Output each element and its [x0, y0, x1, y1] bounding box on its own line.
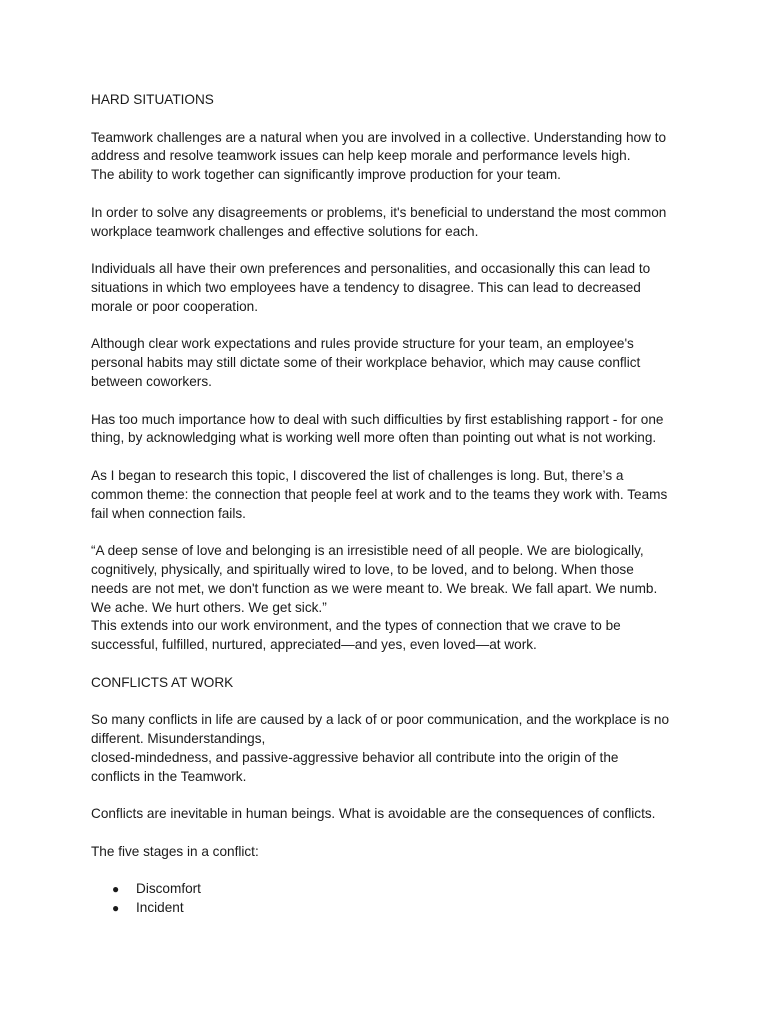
text-line: We ache. We hurt others. We get sick.” — [91, 599, 327, 615]
text-line: different. Misunderstandings, — [91, 731, 266, 747]
paragraph — [91, 129, 691, 185]
bullet-list — [91, 880, 691, 918]
spacer — [91, 392, 691, 411]
text-line: between coworkers. — [91, 373, 212, 389]
text-line: address and resolve teamwork issues can help keep morale and performance levels high. — [91, 148, 631, 164]
spacer — [91, 110, 691, 129]
paragraph — [91, 411, 691, 449]
text-line: Although clear work expectations and rules provide structure for your team, an employee's — [91, 336, 634, 352]
paragraph — [91, 204, 691, 242]
paragraph — [91, 805, 691, 824]
text-line: The ability to work together can significantly improve production for your team. — [91, 167, 561, 183]
text-line: As I began to research this topic, I discovered the list of challenges is long. But, there’s a — [91, 467, 624, 483]
text-line: Teamwork challenges are a natural when you are involved in a collective. Understanding how to — [91, 129, 667, 145]
text-line: cognitively, physically, and spiritually wired to love, to be loved, and to belong. When those — [91, 561, 634, 577]
paragraph — [91, 711, 691, 786]
text-line: In order to solve any disagreements or problems, it's beneficial to understand the most common — [91, 204, 667, 220]
text-line: conflicts in the Teamwork. — [91, 768, 247, 784]
spacer — [91, 824, 691, 843]
spacer — [91, 448, 691, 467]
bullet-icon: ● — [112, 901, 120, 916]
text-line: situations in which two employees have a tendency to disagree. This can lead to decreased — [91, 279, 641, 295]
text-line: fail when connection fails. — [91, 505, 246, 521]
paragraph — [91, 467, 691, 523]
spacer — [91, 523, 691, 542]
spacer — [91, 862, 691, 881]
text-line: closed-mindedness, and passive-aggressive behavior all contribute into the origin of the — [91, 749, 619, 765]
paragraph — [91, 843, 691, 862]
quote-paragraph — [91, 542, 691, 655]
text-line: Conflicts are inevitable in human beings. What is avoidable are the consequences of conflicts. — [91, 806, 656, 822]
text-line: Individuals all have their own preferences and personalities, and occasionally this can lead to — [91, 261, 651, 277]
document-page — [91, 91, 691, 918]
text-line: thing, by acknowledging what is working well more often than pointing out what is not working. — [91, 430, 657, 446]
spacer — [91, 786, 691, 805]
text-line: Has too much importance how to deal with such difficulties by first establishing rapport - for one — [91, 411, 664, 427]
paragraph — [91, 335, 691, 391]
text-line: So many conflicts in life are caused by a lack of or poor communication, and the workplace is no — [91, 712, 670, 728]
spacer — [91, 185, 691, 204]
text-line: common theme: the connection that people feel at work and to the teams they work with. Teams — [91, 486, 668, 502]
list-item — [91, 899, 691, 918]
list-item — [91, 880, 691, 899]
spacer — [91, 241, 691, 260]
spacer — [91, 693, 691, 712]
paragraph — [91, 260, 691, 316]
text-line: personal habits may still dictate some of their workplace behavior, which may cause conflict — [91, 355, 641, 371]
text-line: needs are not met, we don't function as we were meant to. We break. We fall apart. We numb. — [91, 580, 658, 596]
section-heading: CONFLICTS AT WORK — [91, 674, 234, 690]
spacer — [91, 655, 691, 674]
spacer — [91, 317, 691, 336]
text-line: successful, fulfilled, nurtured, appreciated—and yes, even loved—at work. — [91, 637, 537, 653]
list-item-label: Incident — [136, 900, 184, 916]
text-line: morale or poor cooperation. — [91, 298, 258, 314]
text-line: workplace teamwork challenges and effective solutions for each. — [91, 223, 479, 239]
doc-title: HARD SITUATIONS — [91, 92, 214, 107]
text-line: The five stages in a conflict: — [91, 843, 259, 859]
bullet-icon: ● — [112, 882, 120, 897]
text-line: This extends into our work environment, and the types of connection that we crave to be — [91, 618, 621, 634]
text-line: “A deep sense of love and belonging is an irresistible need of all people. We are biologically, — [91, 543, 644, 559]
list-item-label: Discomfort — [136, 881, 201, 897]
